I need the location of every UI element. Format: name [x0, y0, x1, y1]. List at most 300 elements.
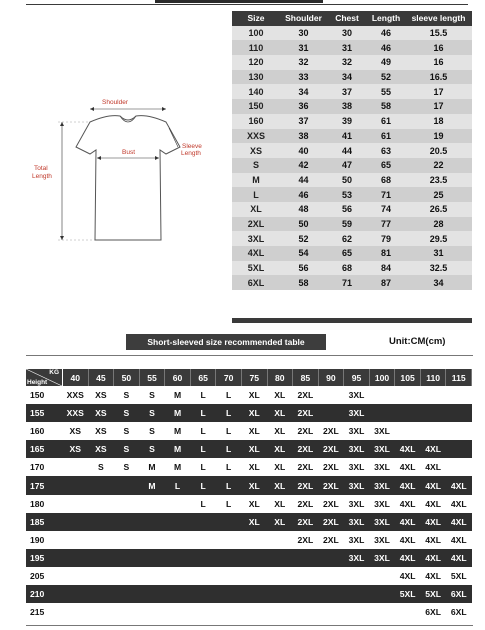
size-row	[232, 40, 472, 55]
tshirt-measurement-diagram	[32, 92, 218, 252]
size-recommendation-cell: 4XL	[446, 495, 472, 513]
size-recommendation-cell	[216, 603, 242, 621]
size-recommendation-cell: XL	[241, 386, 267, 404]
size-cell: 61	[367, 114, 405, 129]
size-recommendation-cell: S	[114, 422, 140, 440]
size-recommendation-cell	[114, 603, 140, 621]
size-cell: 46	[367, 40, 405, 55]
size-row	[232, 114, 472, 129]
height-cell: 210	[26, 585, 63, 603]
size-cell: 62	[327, 231, 367, 246]
size-row	[232, 143, 472, 158]
height-row	[26, 458, 472, 476]
top-divider	[26, 4, 468, 5]
size-recommendation-cell: 2XL	[318, 495, 344, 513]
size-recommendation-cell	[165, 567, 191, 585]
size-recommendation-cell	[216, 585, 242, 603]
height-row	[26, 476, 472, 494]
size-cell: 33	[280, 70, 327, 85]
size-recommendation-cell	[318, 404, 344, 422]
size-cell: 56	[327, 202, 367, 217]
size-recommendation-cell	[420, 404, 446, 422]
size-cell: 59	[327, 217, 367, 232]
size-recommendation-cell: 2XL	[293, 404, 319, 422]
size-recommendation-cell: XL	[267, 513, 293, 531]
size-cell: 39	[327, 114, 367, 129]
size-cell: 4XL	[232, 246, 280, 261]
size-cell: 30	[280, 26, 327, 41]
weight-header-cell: 60	[165, 369, 191, 386]
size-recommendation-cell	[293, 603, 319, 621]
size-recommendation-cell: 2XL	[293, 513, 319, 531]
size-cell: 28	[405, 217, 472, 232]
size-cell: 6XL	[232, 275, 280, 290]
size-cell: 110	[232, 40, 280, 55]
size-recommendation-cell	[216, 513, 242, 531]
size-recommendation-cell: L	[165, 476, 191, 494]
size-cell: 20.5	[405, 143, 472, 158]
size-recommendation-cell: 4XL	[395, 567, 421, 585]
size-recommendation-cell	[369, 567, 395, 585]
size-cell: 71	[327, 275, 367, 290]
size-cell: 29.5	[405, 231, 472, 246]
size-recommendation-cell	[63, 603, 89, 621]
size-recommendation-cell	[63, 458, 89, 476]
size-cell: 52	[367, 70, 405, 85]
size-recommendation-cell: 4XL	[446, 549, 472, 567]
size-recommendation-cell	[114, 585, 140, 603]
size-recommendation-cell: S	[139, 386, 165, 404]
size-row	[232, 275, 472, 290]
size-recommendation-cell: 4XL	[420, 513, 446, 531]
size-cell: 120	[232, 55, 280, 70]
size-recommendation-cell: XL	[241, 440, 267, 458]
size-recommendation-cell: 3XL	[344, 458, 370, 476]
size-recommendation-cell: 3XL	[344, 422, 370, 440]
size-recommendation-cell	[88, 495, 114, 513]
weight-header-cell: 40	[63, 369, 89, 386]
size-recommendation-cell: 4XL	[395, 549, 421, 567]
size-recommendation-cell: S	[114, 404, 140, 422]
size-recommendation-cell	[190, 585, 216, 603]
size-recommendation-cell	[369, 386, 395, 404]
size-recommendation-cell: XXS	[63, 404, 89, 422]
size-recommendation-cell: 3XL	[344, 495, 370, 513]
size-recommendation-cell	[139, 513, 165, 531]
size-cell: 26.5	[405, 202, 472, 217]
size-recommendation-cell	[88, 531, 114, 549]
height-row	[26, 422, 472, 440]
size-recommendation-cell: 3XL	[369, 476, 395, 494]
height-cell: 180	[26, 495, 63, 513]
recommend-table-caption: Short-sleeved size recommended table	[126, 334, 326, 350]
size-recommendation-cell: 2XL	[318, 513, 344, 531]
size-recommendation-cell: 2XL	[318, 440, 344, 458]
size-recommendation-cell	[420, 422, 446, 440]
header-chest: Chest	[327, 11, 367, 26]
size-cell: 58	[367, 99, 405, 114]
size-cell: 34	[327, 70, 367, 85]
size-cell: 54	[280, 246, 327, 261]
height-row	[26, 495, 472, 513]
height-cell: 150	[26, 386, 63, 404]
size-cell: 55	[367, 84, 405, 99]
size-cell: 100	[232, 26, 280, 41]
weight-header-cell: 95	[344, 369, 370, 386]
size-recommendation-cell: XL	[267, 422, 293, 440]
size-recommendation-cell	[395, 386, 421, 404]
size-recommendation-cell: XS	[88, 440, 114, 458]
height-cell: 205	[26, 567, 63, 585]
size-recommendation-cell: 2XL	[318, 531, 344, 549]
size-recommendation-cell: 4XL	[395, 476, 421, 494]
size-recommendation-cell: 5XL	[420, 585, 446, 603]
size-recommendation-cell	[165, 603, 191, 621]
weight-header-cell: 100	[369, 369, 395, 386]
weight-header-cell: 80	[267, 369, 293, 386]
size-recommendation-cell	[139, 495, 165, 513]
size-cell: 17	[405, 99, 472, 114]
size-recommendation-cell	[344, 567, 370, 585]
size-recommendation-cell: 6XL	[420, 603, 446, 621]
size-recommendation-cell: XL	[241, 476, 267, 494]
size-row	[232, 173, 472, 188]
size-cell: XL	[232, 202, 280, 217]
size-cell: 31	[327, 40, 367, 55]
size-cell: 58	[280, 275, 327, 290]
size-cell: 31	[280, 40, 327, 55]
size-cell: 32	[280, 55, 327, 70]
size-recommendation-cell: 4XL	[420, 476, 446, 494]
size-recommendation-cell: 2XL	[318, 458, 344, 476]
header-shoulder: Shoulder	[280, 11, 327, 26]
height-cell: 185	[26, 513, 63, 531]
size-recommendation-cell: 3XL	[369, 531, 395, 549]
size-recommendation-cell: 2XL	[293, 531, 319, 549]
size-cell: 56	[280, 261, 327, 276]
size-cell: 37	[280, 114, 327, 129]
size-recommendation-cell: 6XL	[446, 585, 472, 603]
size-cell: 32	[327, 55, 367, 70]
size-cell: 81	[367, 246, 405, 261]
size-table-header	[232, 11, 472, 26]
size-recommendation-cell	[63, 549, 89, 567]
size-cell: 84	[367, 261, 405, 276]
size-recommendation-cell	[241, 567, 267, 585]
size-recommendation-cell	[267, 567, 293, 585]
size-recommendation-cell: XL	[241, 458, 267, 476]
size-cell: 23.5	[405, 173, 472, 188]
header-size: Size	[232, 11, 280, 26]
size-cell: 34	[280, 84, 327, 99]
size-recommendation-cell: S	[139, 422, 165, 440]
size-cell: 65	[367, 158, 405, 173]
size-recommendation-cell: XS	[63, 440, 89, 458]
size-cell: XS	[232, 143, 280, 158]
size-recommendation-cell	[369, 603, 395, 621]
height-cell: 160	[26, 422, 63, 440]
size-cell: L	[232, 187, 280, 202]
height-cell: 155	[26, 404, 63, 422]
size-recommendation-cell: L	[216, 458, 242, 476]
size-recommendation-cell: 3XL	[369, 513, 395, 531]
size-recommendation-cell: M	[165, 422, 191, 440]
size-recommendation-cell: 2XL	[293, 458, 319, 476]
size-recommendation-cell	[190, 567, 216, 585]
size-cell: 34	[405, 275, 472, 290]
size-recommendation-cell: M	[165, 440, 191, 458]
height-cell: 215	[26, 603, 63, 621]
size-cell: 50	[327, 173, 367, 188]
size-recommendation-cell	[63, 531, 89, 549]
size-recommendation-cell: M	[139, 476, 165, 494]
total-label-1: Total	[34, 165, 48, 172]
weight-header-cell: 50	[114, 369, 140, 386]
size-cell: 38	[327, 99, 367, 114]
size-recommendation-cell: L	[216, 404, 242, 422]
size-recommendation-cell	[165, 495, 191, 513]
size-row	[232, 217, 472, 232]
size-recommendation-cell: 4XL	[420, 549, 446, 567]
bust-label: Bust	[122, 149, 136, 156]
size-recommendation-cell: 2XL	[293, 476, 319, 494]
size-recommendation-cell	[88, 549, 114, 567]
size-cell: 130	[232, 70, 280, 85]
size-row	[232, 158, 472, 173]
size-cell: 65	[327, 246, 367, 261]
size-recommendation-cell: L	[216, 440, 242, 458]
size-recommendation-cell	[267, 549, 293, 567]
size-recommendation-cell	[446, 404, 472, 422]
size-recommendation-cell	[114, 549, 140, 567]
size-recommendation-cell	[293, 585, 319, 603]
size-recommendation-cell: 3XL	[369, 495, 395, 513]
size-recommendation-cell	[139, 567, 165, 585]
size-row	[232, 55, 472, 70]
total-label-2: Length	[32, 173, 52, 180]
weight-header-cell: 105	[395, 369, 421, 386]
size-row	[232, 129, 472, 144]
size-recommendation-cell	[446, 458, 472, 476]
size-recommendation-cell: 2XL	[293, 386, 319, 404]
height-weight-corner	[26, 369, 63, 386]
height-cell: 175	[26, 476, 63, 494]
size-cell: 150	[232, 99, 280, 114]
kg-label: KG	[49, 369, 59, 376]
size-recommendation-cell	[216, 549, 242, 567]
size-recommendation-cell: XL	[267, 458, 293, 476]
size-recommendation-cell	[165, 531, 191, 549]
size-recommendation-cell: 3XL	[369, 422, 395, 440]
size-recommendation-cell: 4XL	[395, 440, 421, 458]
size-recommendation-cell: S	[114, 440, 140, 458]
size-recommendation-cell	[165, 513, 191, 531]
size-recommendation-cell	[446, 386, 472, 404]
size-cell: 18	[405, 114, 472, 129]
size-recommendation-cell	[241, 603, 267, 621]
size-recommendation-cell: 4XL	[395, 495, 421, 513]
size-recommendation-cell	[63, 495, 89, 513]
size-recommendation-cell	[293, 567, 319, 585]
weight-header-cell: 85	[293, 369, 319, 386]
size-recommendation-cell	[139, 549, 165, 567]
size-row	[232, 26, 472, 41]
size-recommendation-cell	[318, 549, 344, 567]
size-recommendation-cell: L	[190, 404, 216, 422]
size-recommendation-cell	[88, 603, 114, 621]
size-recommendation-cell: 3XL	[369, 458, 395, 476]
weight-header-cell: 110	[420, 369, 446, 386]
size-recommendation-cell	[395, 404, 421, 422]
size-recommendation-cell	[216, 531, 242, 549]
size-recommendation-cell: L	[216, 495, 242, 513]
size-recommendation-cell: M	[139, 458, 165, 476]
weight-header-cell: 75	[241, 369, 267, 386]
size-cell: 74	[367, 202, 405, 217]
size-recommendation-cell: XS	[88, 386, 114, 404]
size-recommendation-cell	[395, 603, 421, 621]
size-recommendation-cell	[139, 531, 165, 549]
size-cell: 31	[405, 246, 472, 261]
size-cell: 37	[327, 84, 367, 99]
size-recommendation-cell	[241, 585, 267, 603]
size-recommendation-cell: L	[216, 422, 242, 440]
size-recommendation-cell	[241, 549, 267, 567]
size-recommendation-cell	[446, 440, 472, 458]
size-recommendation-cell: 4XL	[420, 440, 446, 458]
size-recommendation-cell	[114, 567, 140, 585]
size-cell: 53	[327, 187, 367, 202]
size-cell: 30	[327, 26, 367, 41]
size-row	[232, 84, 472, 99]
size-recommendation-cell: L	[190, 476, 216, 494]
size-recommendation-cell: S	[114, 458, 140, 476]
height-row	[26, 440, 472, 458]
size-recommendation-cell	[344, 603, 370, 621]
height-row	[26, 531, 472, 549]
size-recommendation-cell: XS	[63, 422, 89, 440]
height-row	[26, 549, 472, 567]
size-cell: 15.5	[405, 26, 472, 41]
size-recommendation-cell	[395, 422, 421, 440]
size-recommendation-cell	[267, 531, 293, 549]
header-sleeve-length: sleeve length	[405, 11, 472, 26]
size-cell: 49	[367, 55, 405, 70]
size-recommendation-cell: XL	[267, 440, 293, 458]
size-recommendation-cell: 4XL	[420, 458, 446, 476]
size-recommendation-cell: L	[216, 386, 242, 404]
size-recommendation-cell: 4XL	[395, 458, 421, 476]
size-cell: 77	[367, 217, 405, 232]
size-recommendation-cell: S	[114, 386, 140, 404]
shoulder-label: Shoulder	[102, 99, 129, 106]
size-recommendation-cell: 5XL	[395, 585, 421, 603]
top-bar	[155, 0, 323, 3]
size-recommendation-cell: 4XL	[395, 513, 421, 531]
size-recommendation-cell: L	[216, 476, 242, 494]
size-recommendation-cell: 3XL	[369, 549, 395, 567]
size-recommendation-cell: 4XL	[420, 495, 446, 513]
size-recommendation-cell: S	[88, 458, 114, 476]
size-recommendation-cell: XL	[241, 513, 267, 531]
size-recommendation-cell	[165, 549, 191, 567]
size-recommendation-cell: 3XL	[344, 440, 370, 458]
size-cell: 160	[232, 114, 280, 129]
weight-header-cell: 70	[216, 369, 242, 386]
size-recommendation-cell: XL	[241, 495, 267, 513]
size-recommendation-cell: L	[190, 495, 216, 513]
size-cell: 44	[280, 173, 327, 188]
size-recommendation-cell	[63, 476, 89, 494]
height-row	[26, 603, 472, 621]
tshirt-outline	[76, 116, 180, 240]
size-recommendation-cell: 2XL	[293, 440, 319, 458]
size-recommendation-cell: M	[165, 458, 191, 476]
size-cell: 68	[327, 261, 367, 276]
size-recommendation-cell	[88, 513, 114, 531]
size-recommendation-cell	[88, 585, 114, 603]
size-cell: 17	[405, 84, 472, 99]
header-length: Length	[367, 11, 405, 26]
size-recommendation-cell	[446, 422, 472, 440]
size-recommendation-cell: 3XL	[344, 404, 370, 422]
size-recommendation-cell	[241, 531, 267, 549]
size-cell: 40	[280, 143, 327, 158]
size-recommendation-cell: XS	[88, 404, 114, 422]
sleeve-label-2: Length	[181, 150, 201, 157]
size-recommendation-cell: 2XL	[318, 476, 344, 494]
size-cell: 71	[367, 187, 405, 202]
size-cell: 19	[405, 129, 472, 144]
size-recommendation-cell: XL	[267, 404, 293, 422]
weight-header-cell: 90	[318, 369, 344, 386]
size-recommendation-cell	[420, 386, 446, 404]
section-divider	[26, 355, 473, 356]
size-recommendation-cell: XS	[88, 422, 114, 440]
height-row	[26, 513, 472, 531]
size-recommendation-cell	[318, 585, 344, 603]
size-cell: M	[232, 173, 280, 188]
size-cell: 32.5	[405, 261, 472, 276]
size-recommendation-cell: 3XL	[369, 440, 395, 458]
size-cell: 44	[327, 143, 367, 158]
size-recommendation-cell: 2XL	[293, 495, 319, 513]
weight-header-cell: 45	[88, 369, 114, 386]
size-cell: 46	[280, 187, 327, 202]
size-recommendation-cell	[318, 386, 344, 404]
size-cell: 63	[367, 143, 405, 158]
size-recommendation-cell: L	[190, 458, 216, 476]
height-row	[26, 567, 472, 585]
size-recommendation-cell: 6XL	[446, 603, 472, 621]
size-recommendation-cell: L	[190, 440, 216, 458]
size-recommendation-cell: 4XL	[420, 531, 446, 549]
size-cell: 16	[405, 55, 472, 70]
weight-header-cell: 115	[446, 369, 472, 386]
size-cell: 140	[232, 84, 280, 99]
size-recommendation-cell: XL	[241, 422, 267, 440]
size-row	[232, 187, 472, 202]
size-cell: 25	[405, 187, 472, 202]
size-recommendation-cell: 3XL	[344, 549, 370, 567]
size-recommendation-cell	[114, 476, 140, 494]
size-recommendation-cell: XL	[267, 386, 293, 404]
size-recommendation-cell: 2XL	[293, 422, 319, 440]
size-recommendation-cell	[318, 603, 344, 621]
size-recommendation-cell: XXS	[63, 386, 89, 404]
size-cell: XXS	[232, 129, 280, 144]
size-recommendation-cell	[190, 513, 216, 531]
